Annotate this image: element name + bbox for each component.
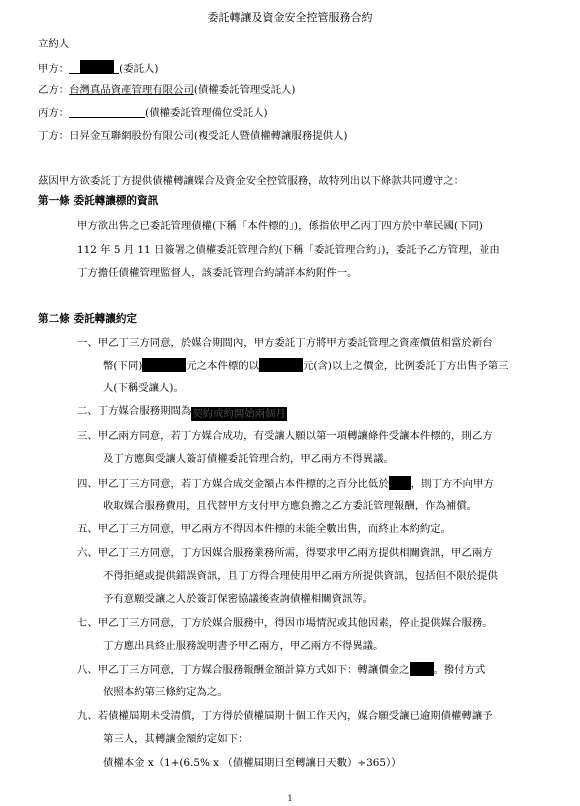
article1-line: 丁方擔任債權管理監督人，該委託管理合約請詳本約附件一。 xyxy=(77,267,358,279)
item8-text-a: 八、甲乙丁三方同意，丁方媒合服務報酬金額計算方式如下：轉讓價金之 xyxy=(77,664,410,676)
article2-item3-line: 三、甲乙兩方同意，若丁方媒合成功，有受讓人願以第一項轉讓條件受讓本件標的，則乙方 xyxy=(77,430,493,442)
redaction-block: 契約成約開始兩個月 xyxy=(192,408,286,420)
underline-blank xyxy=(69,106,145,118)
item1-text-a: 幣(下同) xyxy=(103,360,143,372)
item4-text-a: 四、甲乙丁三方同意，若丁方媒合成交金額占本件標的之百分比低於 xyxy=(77,478,389,490)
party-bing-role: (債權委託管理備位受託人) xyxy=(145,107,268,119)
redaction-block xyxy=(80,60,114,74)
article2-item6-line: 予有意願受讓之人於簽訂保密協議後查詢債權相關資訊等。 xyxy=(103,593,374,605)
article2-item9-formula: 債權本金 x（1+(6.5% x （債權屆期日至轉讓日天數）÷365）） xyxy=(103,757,402,769)
contract-title: 委託轉讓及資金安全控管服務合約 xyxy=(207,11,373,24)
redaction-block xyxy=(142,358,186,372)
party-ding: 丁方：日昇金互聯網股份有限公司(複受託人暨債權轉讓服務提供人) xyxy=(38,130,348,142)
redaction-block xyxy=(389,476,411,490)
article2-item8-line xyxy=(77,662,485,677)
article2-item2 xyxy=(77,404,287,421)
item4-text-b: ，則丁方不向甲方 xyxy=(410,478,494,490)
article2-item9-line: 第三人，其轉讓金額約定如下： xyxy=(103,733,249,745)
underline-blank xyxy=(69,62,80,74)
article2-item7-line: 丁方應出具終止服務說明書予甲乙兩方，甲乙兩方不得異議。 xyxy=(103,640,384,652)
redaction-block xyxy=(259,358,303,372)
article2-item7-line: 七、甲乙丁三方同意，丁方於媒合服務中，得因市場情況或其他因素，停止提供媒合服務。 xyxy=(77,617,493,629)
item8-text-b: 。撥付方式 xyxy=(433,664,486,676)
article1-line: 甲方欲出售之已委託管理債權(下稱「本件標的」)，係指依甲乙丙丁四方於中華民國(下同) xyxy=(77,220,483,232)
party-jia-prefix: 甲方： xyxy=(38,63,70,75)
redaction-block xyxy=(410,662,434,676)
article2-item5: 五、甲乙丁三方同意，甲乙兩方不得因本件標的未能全數出售，而終止本約約定。 xyxy=(77,523,452,535)
article2-item8-line: 依照本約第三條約定為之。 xyxy=(103,686,228,698)
party-jia xyxy=(38,60,158,76)
party-bing xyxy=(38,106,268,120)
article2-item6-line: 不得拒絕或提供錯誤資訊，且丁方得合理使用甲乙兩方所提供資訊，包括但不限於提供 xyxy=(103,570,498,582)
party-jia-role: (委託人) xyxy=(119,63,159,75)
article1-heading: 第一條 委託轉讓標的資訊 xyxy=(38,195,159,207)
article1-line: 112 年 5 月 11 日簽署之債權委託管理合約(下稱「委託管理合約」)，委託予乙方管理，並由 xyxy=(77,244,500,256)
item2-text: 二、丁方媒合服務期間為 xyxy=(77,405,192,417)
item1-text-b: 元之本件標的以 xyxy=(186,360,260,372)
party-yi-name: 台灣真品資產管理有限公司 xyxy=(69,84,194,96)
item1-text-c: 元(含)以上之價金，比例委託丁方出售予第三 xyxy=(303,360,509,372)
article2-item1-line xyxy=(103,358,509,373)
article2-heading: 第二條 委託轉讓約定 xyxy=(38,313,138,325)
party-yi-prefix: 乙方： xyxy=(38,84,70,96)
page-number: 1 xyxy=(287,794,293,803)
party-yi-role: (債權委託管理受託人) xyxy=(193,84,296,96)
article2-item6-line: 六、甲乙丁三方同意，丁方因媒合服務業務所需，得要求甲乙兩方提供相關資訊，甲乙兩方 xyxy=(77,547,493,559)
party-bing-prefix: 丙方： xyxy=(38,107,70,119)
party-yi xyxy=(38,83,295,97)
article2-item1-line: 一、甲乙丁三方同意，於媒合期間內，甲方委託丁方將甲方委託管理之資產價值相當於新台 xyxy=(77,337,493,349)
article2-item4-line xyxy=(77,476,494,491)
intro-paragraph: 茲因甲方欲委託丁方提供債權轉讓媒合及資金安全控管服務，故特列出以下條款共同遵守之： xyxy=(38,175,465,187)
article2-item9-line: 九、若債權屆期未受清償，丁方得於債權屆期十個工作天內，媒合願受讓已逾期債權轉讓予 xyxy=(77,710,493,722)
article2-item1-line: 人(下稱受讓人)。 xyxy=(103,382,184,394)
parties-label: 立約人 xyxy=(38,38,70,50)
article2-item3-line: 及丁方應與受讓人簽訂債權委託管理合約，甲乙兩方不得異議。 xyxy=(103,453,394,465)
article2-item4-line: 收取媒合服務費用，且代替甲方支付甲方應負擔之乙方委託管理報酬，作為補償。 xyxy=(103,500,478,512)
